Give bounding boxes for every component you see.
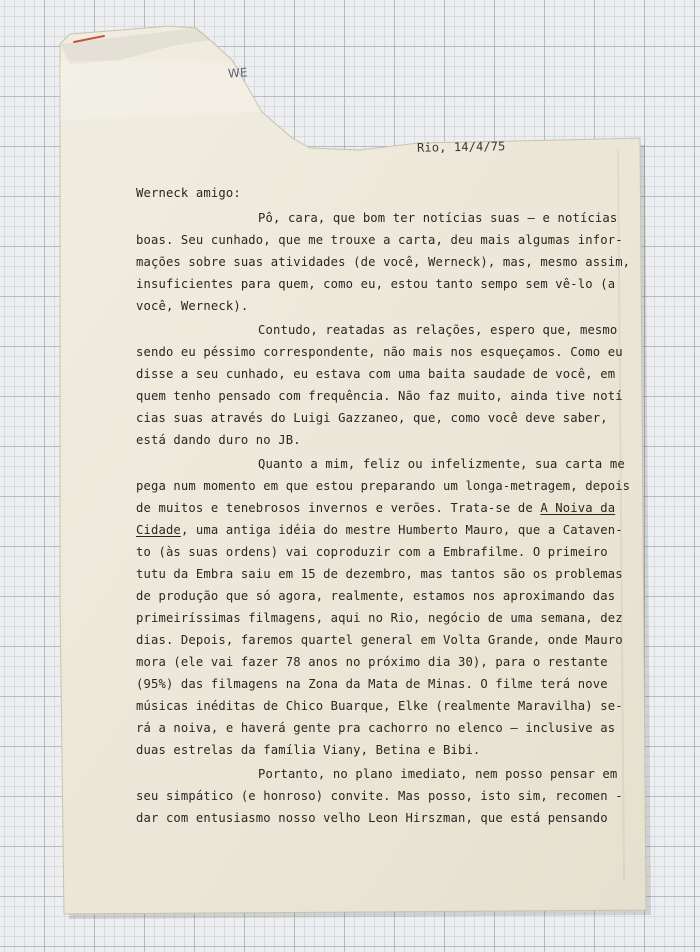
- letter-line: dar com entusiasmo nosso velho Leon Hirszman, que está pensando: [136, 811, 608, 825]
- letter-line: mora (ele vai fazer 78 anos no próximo dia 30), para o restante: [136, 655, 608, 669]
- letter-line: duas estrelas da família Viany, Betina e Bibi.: [136, 743, 481, 757]
- letter-line: boas. Seu cunhado, que me trouxe a carta, deu mais algumas infor-: [136, 233, 623, 247]
- letter-line: [136, 500, 615, 516]
- letter-line: quem tenho pensado com frequência. Não faz muito, ainda tive notí: [136, 389, 623, 403]
- letter-line: rá a noiva, e haverá gente pra cachorro no elenco — inclusive as: [136, 721, 616, 735]
- letter-line: mações sobre suas atividades (de você, Werneck), mas, mesmo assim,: [136, 255, 631, 269]
- letter-line: você, Werneck).: [136, 299, 249, 313]
- letter-line: seu simpático (e honroso) convite. Mas posso, isto sim, recomen -: [136, 789, 623, 803]
- letter-line: Portanto, no plano imediato, nem posso pensar em: [258, 767, 618, 781]
- letter-line-text: , uma antiga idéia do mestre Humberto Mauro, que a Cataven-: [180, 523, 623, 537]
- film-title-part-1: A Noiva da: [540, 501, 616, 515]
- letter-line: sendo eu péssimo correspondente, não mais nos esqueçamos. Como eu: [136, 345, 623, 359]
- film-title-part-2: Cidade: [136, 523, 181, 537]
- letter-line: (95%) das filmagens na Zona da Mata de Minas. O filme terá nove: [136, 677, 608, 691]
- margin-handwritten-note: WE: [227, 65, 249, 81]
- letter-line: de produção que só agora, realmente, estamos nos aproximando das: [136, 589, 616, 603]
- letter-line: dias. Depois, faremos quartel general em Volta Grande, onde Mauro: [136, 633, 623, 647]
- letter-line: [136, 522, 623, 538]
- letter-date: Rio, 14/4/75: [416, 139, 506, 155]
- letter-line: Contudo, reatadas as relações, espero que, mesmo: [258, 323, 618, 337]
- salutation: Werneck amigo:: [136, 186, 241, 200]
- letter-line-text: de muitos e tenebrosos invernos e verões. Trata-se de: [136, 501, 541, 515]
- letter-line: disse a seu cunhado, eu estava com uma baita saudade de você, em: [136, 367, 616, 381]
- letter-line: pega num momento em que estou preparando um longa-metragem, depois: [136, 479, 631, 493]
- letter-line: to (às suas ordens) vai coproduzir com a Embrafilme. O primeiro: [136, 545, 608, 559]
- letter-line: Quanto a mim, feliz ou infelizmente, sua carta me: [258, 457, 625, 471]
- letter-line: cias suas através do Luigi Gazzaneo, que, como você deve saber,: [136, 411, 608, 425]
- letter-line: músicas inéditas de Chico Buarque, Elke (realmente Maravilha) se-: [136, 699, 623, 713]
- letter-line: Pô, cara, que bom ter notícias suas — e notícias: [258, 211, 618, 225]
- letter-line: primeiríssimas filmagens, aqui no Rio, negócio de uma semana, dez: [136, 611, 623, 625]
- letter-line: tutu da Embra saiu em 15 de dezembro, mas tantos são os problemas: [136, 567, 623, 581]
- letter-line: insuficientes para quem, como eu, estou tanto sempo sem vê-lo (a: [136, 277, 616, 291]
- letter-line: está dando duro no JB.: [136, 433, 301, 447]
